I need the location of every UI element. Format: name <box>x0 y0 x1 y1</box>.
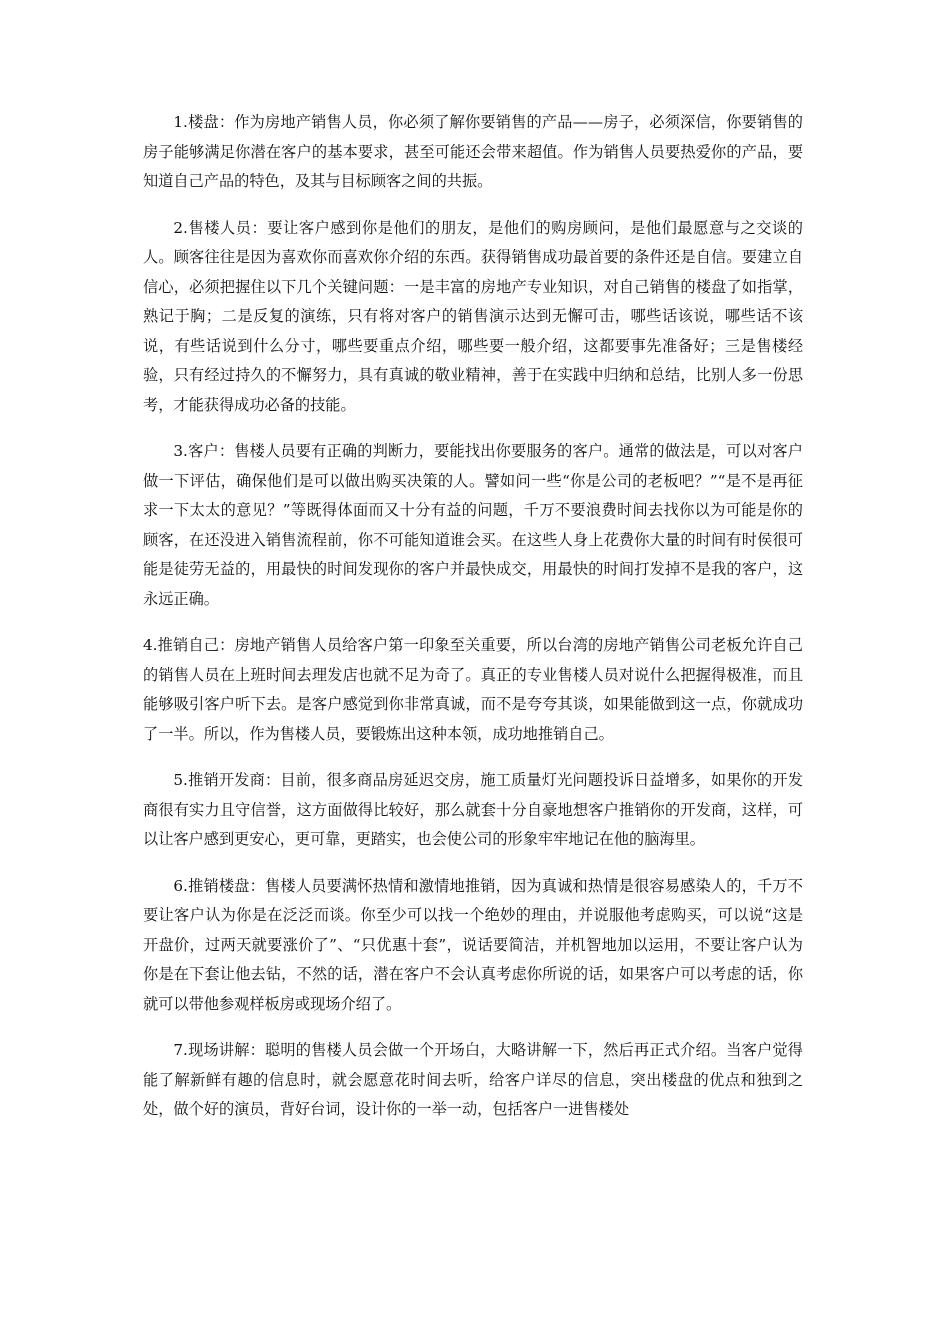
paragraph-2-sales-staff: 2.售楼人员：要让客户感到你是他们的朋友，是他们的购房顾问，是他们最愿意与之交谈的人。顾客往往是因为喜欢你而喜欢你介绍的东西。获得销售成功最首要的条件还是自信。要建立自信心，必须把握住以下几个关键问题：一是丰富的房地产专业知识，对自己销售的楼盘了如指掌，熟记于胸；二是反复的演练，只有将对客户的销售演示达到无懈可击，哪些话该说，哪些话不该说，有些话说到什么分寸，哪些要重点介绍，哪些要一般介绍，这都要事先准备好；三是售楼经验，只有经过持久的不懈努力，具有真诚的敬业精神，善于在实践中归纳和总结，比别人多一份思考，才能获得成功必备的技能。 <box>143 218 803 414</box>
paragraph-1-property: 1.楼盘：作为房地产销售人员，你必须了解你要销售的产品——房子，必须深信，你要销售的房子能够满足你潜在客户的基本要求，甚至可能还会带来超值。作为销售人员要热爱你的产品，要知道自己产品的特色，及其与目标顾客之间的共振。 <box>143 113 803 190</box>
paragraph-4-sell-yourself: 4.推销自己：房地产销售人员给客户第一印象至关重要，所以台湾的房地产销售公司老板允许自己的销售人员在上班时间去理发店也就不足为奇了。真正的专业售楼人员对说什么把握得极准，而且能够吸引客户听下去。是客户感觉到你非常真诚，而不是夸夸其谈，如果能做到这一点，你就成功了一半。所以，作为售楼人员，要锻炼出这种本领，成功地推销自己。 <box>143 636 803 743</box>
paragraph-7-onsite-explanation: 7.现场讲解：聪明的售楼人员会做一个开场白，大略讲解一下，然后再正式介绍。当客户觉得能了解新鲜有趣的信息时，就会愿意花时间去听，给客户详尽的信息，突出楼盘的优点和独到之处，做个好的演员，背好台词，设计你的一举一动，包括客户一进售楼处 <box>143 1041 803 1118</box>
paragraph-3-customer: 3.客户：售楼人员要有正确的判断力，要能找出你要服务的客户。通常的做法是，可以对客户做一下评估，确保他们是可以做出购买决策的人。譬如问一些“你是公司的老板吧？”“是不是再征求一下太太的意见？”等既得体面而又十分有益的问题，千万不要浪费时间去找你以为可能是你的顾客，在还没进入销售流程前，你不可能知道谁会买。在这些人身上花费你大量的时间有时侯很可能是徒劳无益的，用最快的时间发现你的客户并最快成交，用最快的时间打发掉不是我的客户，这永远正确。 <box>143 442 803 608</box>
paragraph-6-sell-property: 6.推销楼盘：售楼人员要满怀热情和激情地推销，因为真诚和热情是很容易感染人的，千万不要让客户认为你是在泛泛而谈。你至少可以找一个绝妙的理由，并说服他考虑购买，可以说“这是开盘价，过两天就要涨价了”、“只优惠十套”，说话要简洁，并机智地加以运用，不要让客户认为你是在下套让他去钻，不然的话，潜在客户不会认真考虑你所说的话，如果客户可以考虑的话，你就可以带他参观样板房或现场介绍了。 <box>143 876 803 1013</box>
paragraph-5-sell-developer: 5.推销开发商：目前，很多商品房延迟交房，施工质量灯光问题投诉日益增多，如果你的开发商很有实力且守信誉，这方面做得比较好，那么就套十分自豪地想客户推销你的开发商，这样，可以让客户感到更安心，更可靠，更踏实，也会使公司的形象牢牢地记在他的脑海里。 <box>143 771 803 848</box>
document-body <box>143 108 803 1142</box>
